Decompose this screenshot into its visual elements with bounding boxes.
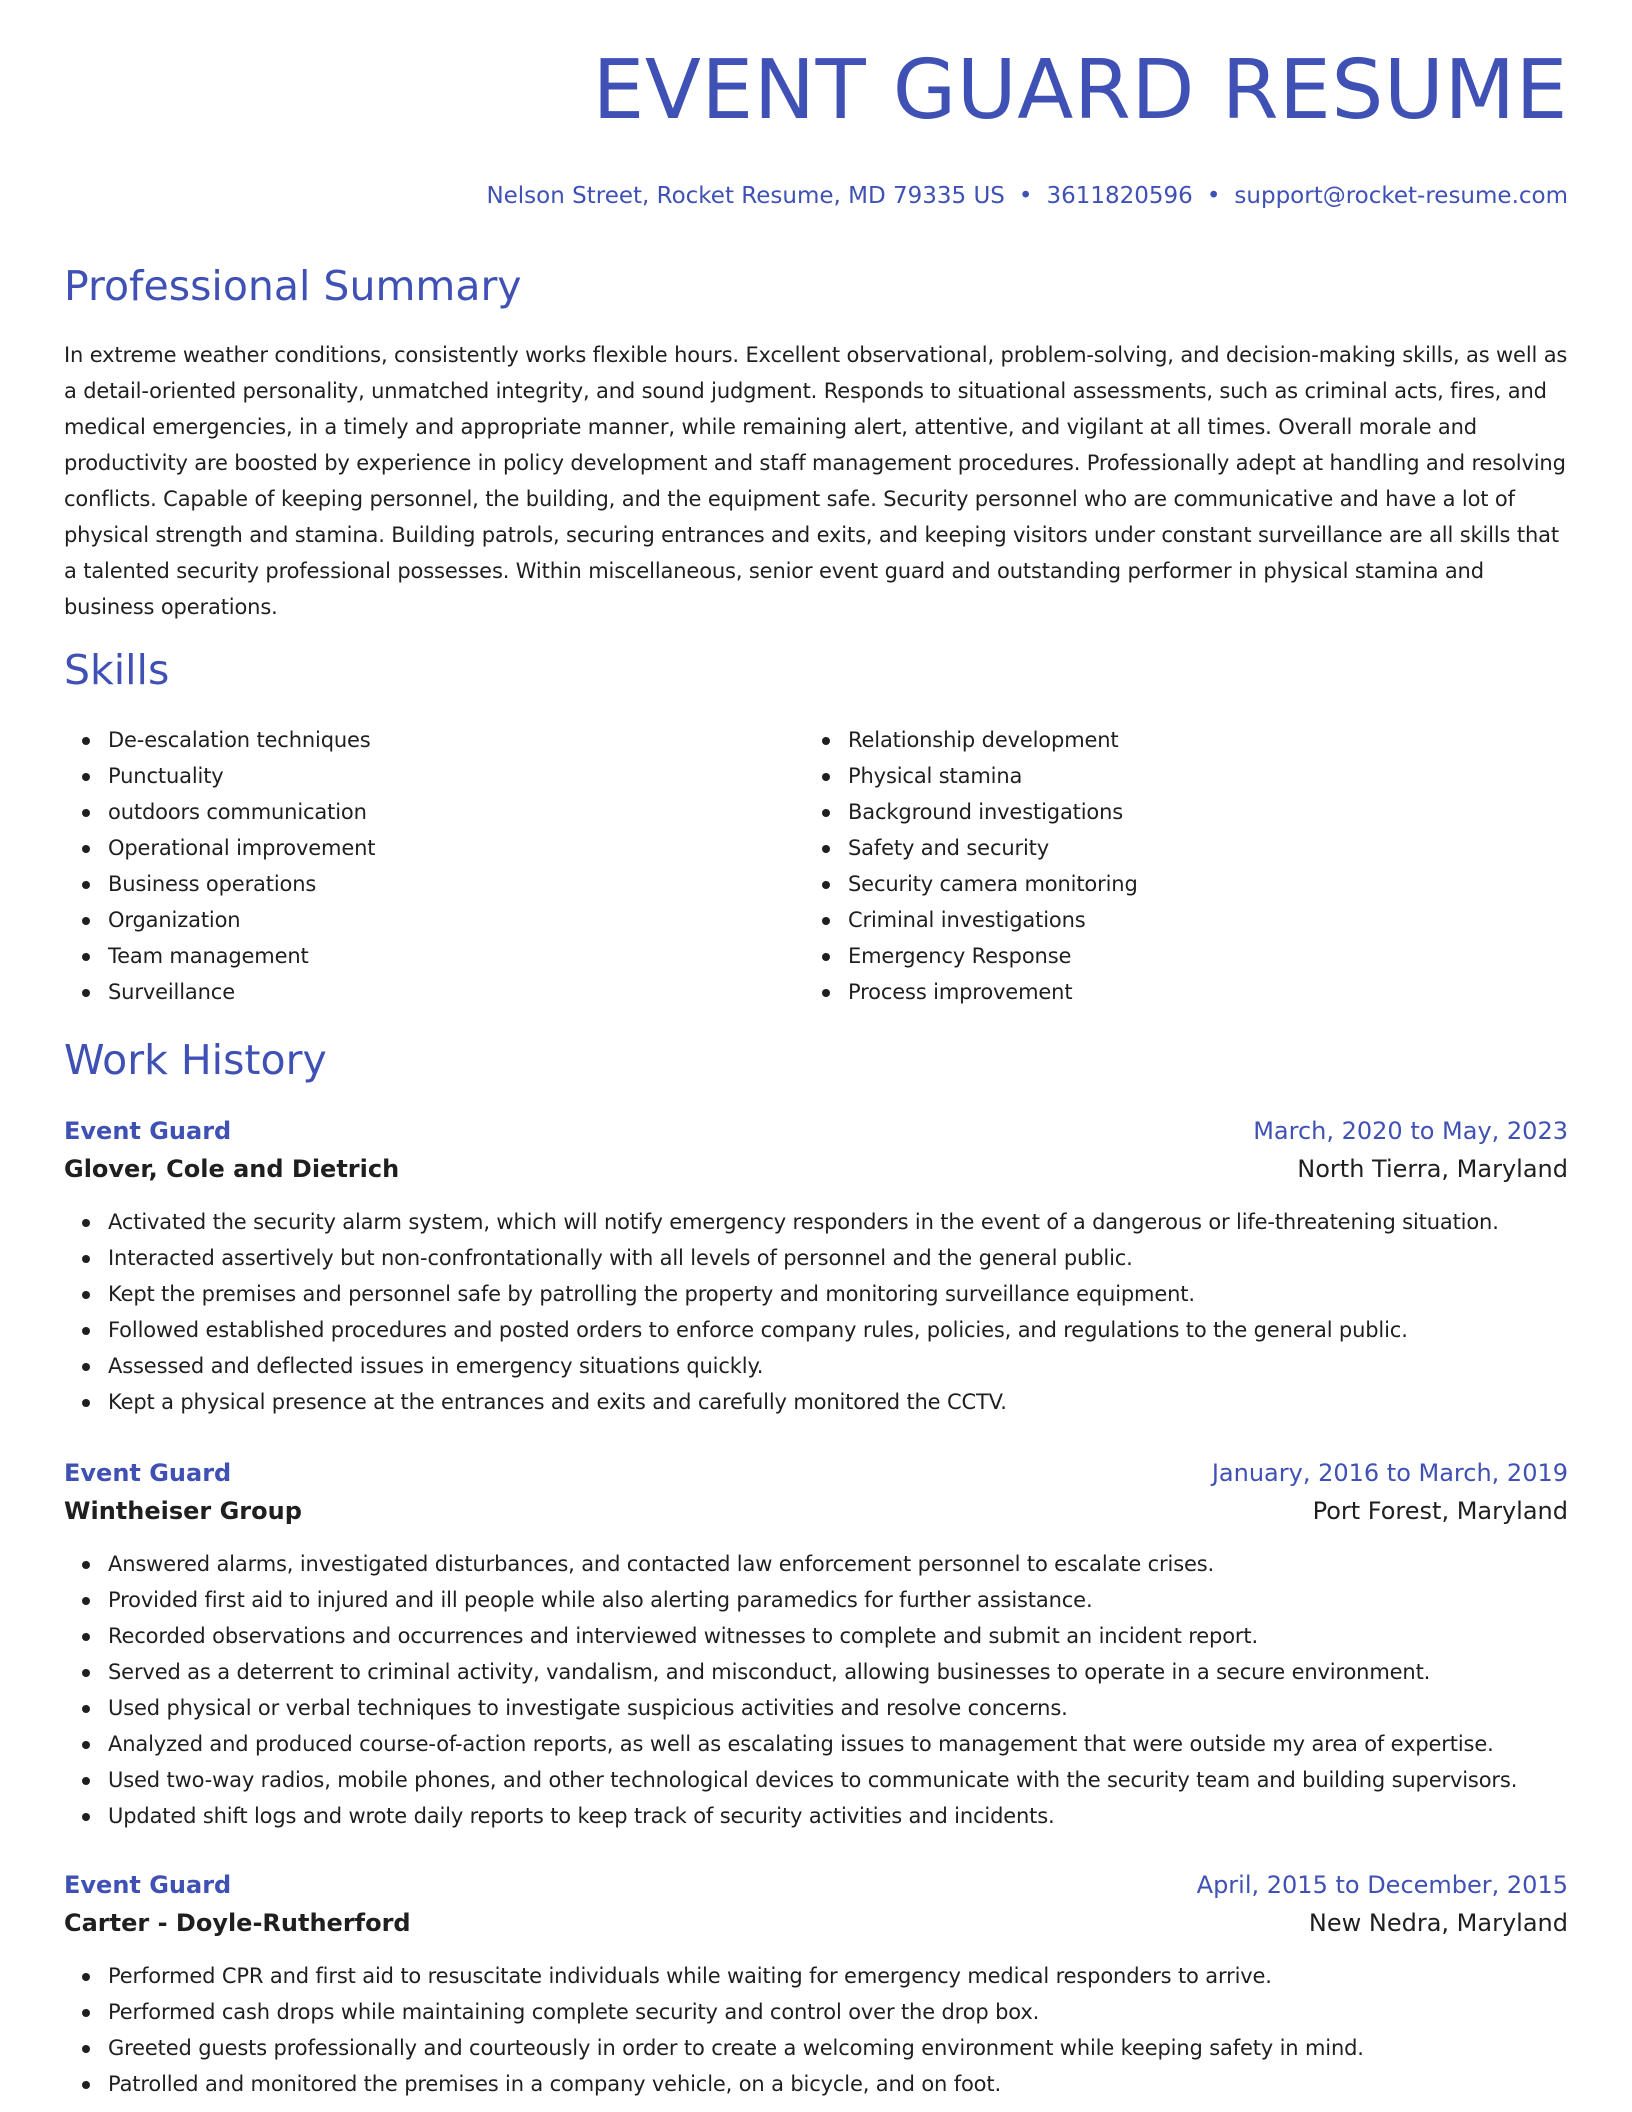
contact-separator: • (1018, 183, 1033, 209)
job-bullet: Used physical or verbal techniques to investigate suspicious activities and resolve concerns. (64, 1690, 1568, 1726)
job-title: Event Guard (64, 1871, 232, 1899)
job-bullet: Patrolled and monitored the premises in a company vehicle, on a bicycle, and on foot. (64, 2066, 1568, 2102)
skill-item: Security camera monitoring (804, 866, 1138, 902)
job-entry (64, 1454, 1568, 1834)
job-company-row (64, 1904, 1568, 1942)
skill-item: Criminal investigations (804, 902, 1138, 938)
job-bullet: Performed CPR and first aid to resuscitate individuals while waiting for emergency medical responders to arrive. (64, 1958, 1568, 1994)
job-bullet: Kept a physical presence at the entrances and exits and carefully monitored the CCTV. (64, 1384, 1568, 1420)
skills-heading: Skills (64, 646, 170, 694)
job-title-row (64, 1866, 1568, 1904)
resume-title: EVENT GUARD RESUME (592, 43, 1568, 138)
job-dates: March, 2020 to May, 2023 (1253, 1117, 1568, 1145)
job-bullets (64, 1546, 1568, 1834)
skill-item: Organization (64, 902, 375, 938)
job-bullet: Kept the premises and personnel safe by patrolling the property and monitoring surveillance equipment. (64, 1276, 1568, 1312)
contact-email: support@rocket-resume.com (1234, 183, 1568, 209)
job-entry (64, 1866, 1568, 2102)
skills-list-left (64, 722, 375, 1010)
contact-line (486, 181, 1568, 211)
skill-item: Background investigations (804, 794, 1138, 830)
job-title-row (64, 1454, 1568, 1492)
summary-text: In extreme weather conditions, consistently works flexible hours. Excellent observational, problem-solving, and decision-making skills, as well as a detail-oriented personality, unmatched integrity, and sound judgment. Responds to situational assessments, such as criminal acts, fires, and medical emergencies, in a timely and appropriate manner, while remaining alert, attentive, and vigilant at all times. Overall morale and productivity are boosted by experience in policy development and staff management procedures. Professionally adept at handling and resolving conflicts. Capable of keeping personnel, the building, and the equipment safe. Security personnel who are communicative and have a lot of physical strength and stamina. Building patrols, securing entrances and exits, and keeping visitors under constant surveillance are all skills that a talented security professional possesses. Within miscellaneous, senior event guard and outstanding performer in physical stamina and business operations. (64, 343, 1568, 619)
contact-separator: • (1206, 183, 1221, 209)
job-location: Port Forest, Maryland (1312, 1497, 1568, 1525)
job-dates: April, 2015 to December, 2015 (1196, 1871, 1568, 1899)
job-bullet: Followed established procedures and posted orders to enforce company rules, policies, and regulations to the general public. (64, 1312, 1568, 1348)
job-bullets (64, 1958, 1568, 2102)
job-bullets (64, 1204, 1568, 1420)
job-company: Glover, Cole and Dietrich (64, 1155, 400, 1183)
skill-item: Safety and security (804, 830, 1138, 866)
job-bullet: Greeted guests professionally and courteously in order to create a welcoming environment while keeping safety in mind. (64, 2030, 1568, 2066)
job-entry (64, 1112, 1568, 1420)
skill-item: Operational improvement (64, 830, 375, 866)
skill-item: Business operations (64, 866, 375, 902)
job-bullet: Assessed and deflected issues in emergency situations quickly. (64, 1348, 1568, 1384)
work-history-heading: Work History (64, 1036, 327, 1084)
skill-item: outdoors communication (64, 794, 375, 830)
skills-list-right (804, 722, 1138, 1010)
skill-item: Emergency Response (804, 938, 1138, 974)
job-location: New Nedra, Maryland (1308, 1909, 1568, 1937)
job-location: North Tierra, Maryland (1297, 1155, 1568, 1183)
job-bullet: Recorded observations and occurrences and interviewed witnesses to complete and submit an incident report. (64, 1618, 1568, 1654)
job-title: Event Guard (64, 1459, 232, 1487)
job-company-row (64, 1492, 1568, 1530)
summary-heading: Professional Summary (64, 262, 522, 310)
skill-item: De-escalation techniques (64, 722, 375, 758)
job-bullet: Analyzed and produced course-of-action reports, as well as escalating issues to management that were outside my area of expertise. (64, 1726, 1568, 1762)
skill-item: Physical stamina (804, 758, 1138, 794)
job-bullet: Performed cash drops while maintaining complete security and control over the drop box. (64, 1994, 1568, 2030)
skill-item: Process improvement (804, 974, 1138, 1010)
job-dates: January, 2016 to March, 2019 (1211, 1459, 1568, 1487)
job-bullet: Served as a deterrent to criminal activity, vandalism, and misconduct, allowing businesses to operate in a secure environment. (64, 1654, 1568, 1690)
job-title: Event Guard (64, 1117, 232, 1145)
job-company-row (64, 1150, 1568, 1188)
job-bullet: Interacted assertively but non-confrontationally with all levels of personnel and the general public. (64, 1240, 1568, 1276)
job-company: Carter - Doyle-Rutherford (64, 1909, 411, 1937)
job-title-row (64, 1112, 1568, 1150)
skill-item: Relationship development (804, 722, 1138, 758)
contact-address: Nelson Street, Rocket Resume, MD 79335 US (486, 183, 1005, 209)
job-bullet: Updated shift logs and wrote daily reports to keep track of security activities and incidents. (64, 1798, 1568, 1834)
skill-item: Punctuality (64, 758, 375, 794)
skill-item: Team management (64, 938, 375, 974)
job-bullet: Answered alarms, investigated disturbances, and contacted law enforcement personnel to escalate crises. (64, 1546, 1568, 1582)
job-bullet: Used two-way radios, mobile phones, and other technological devices to communicate with the security team and building supervisors. (64, 1762, 1568, 1798)
skill-item: Surveillance (64, 974, 375, 1010)
contact-phone: 3611820596 (1046, 183, 1193, 209)
job-bullet: Provided first aid to injured and ill people while also alerting paramedics for further assistance. (64, 1582, 1568, 1618)
job-bullet: Activated the security alarm system, which will notify emergency responders in the event of a dangerous or life-threatening situation. (64, 1204, 1568, 1240)
job-company: Wintheiser Group (64, 1497, 302, 1525)
